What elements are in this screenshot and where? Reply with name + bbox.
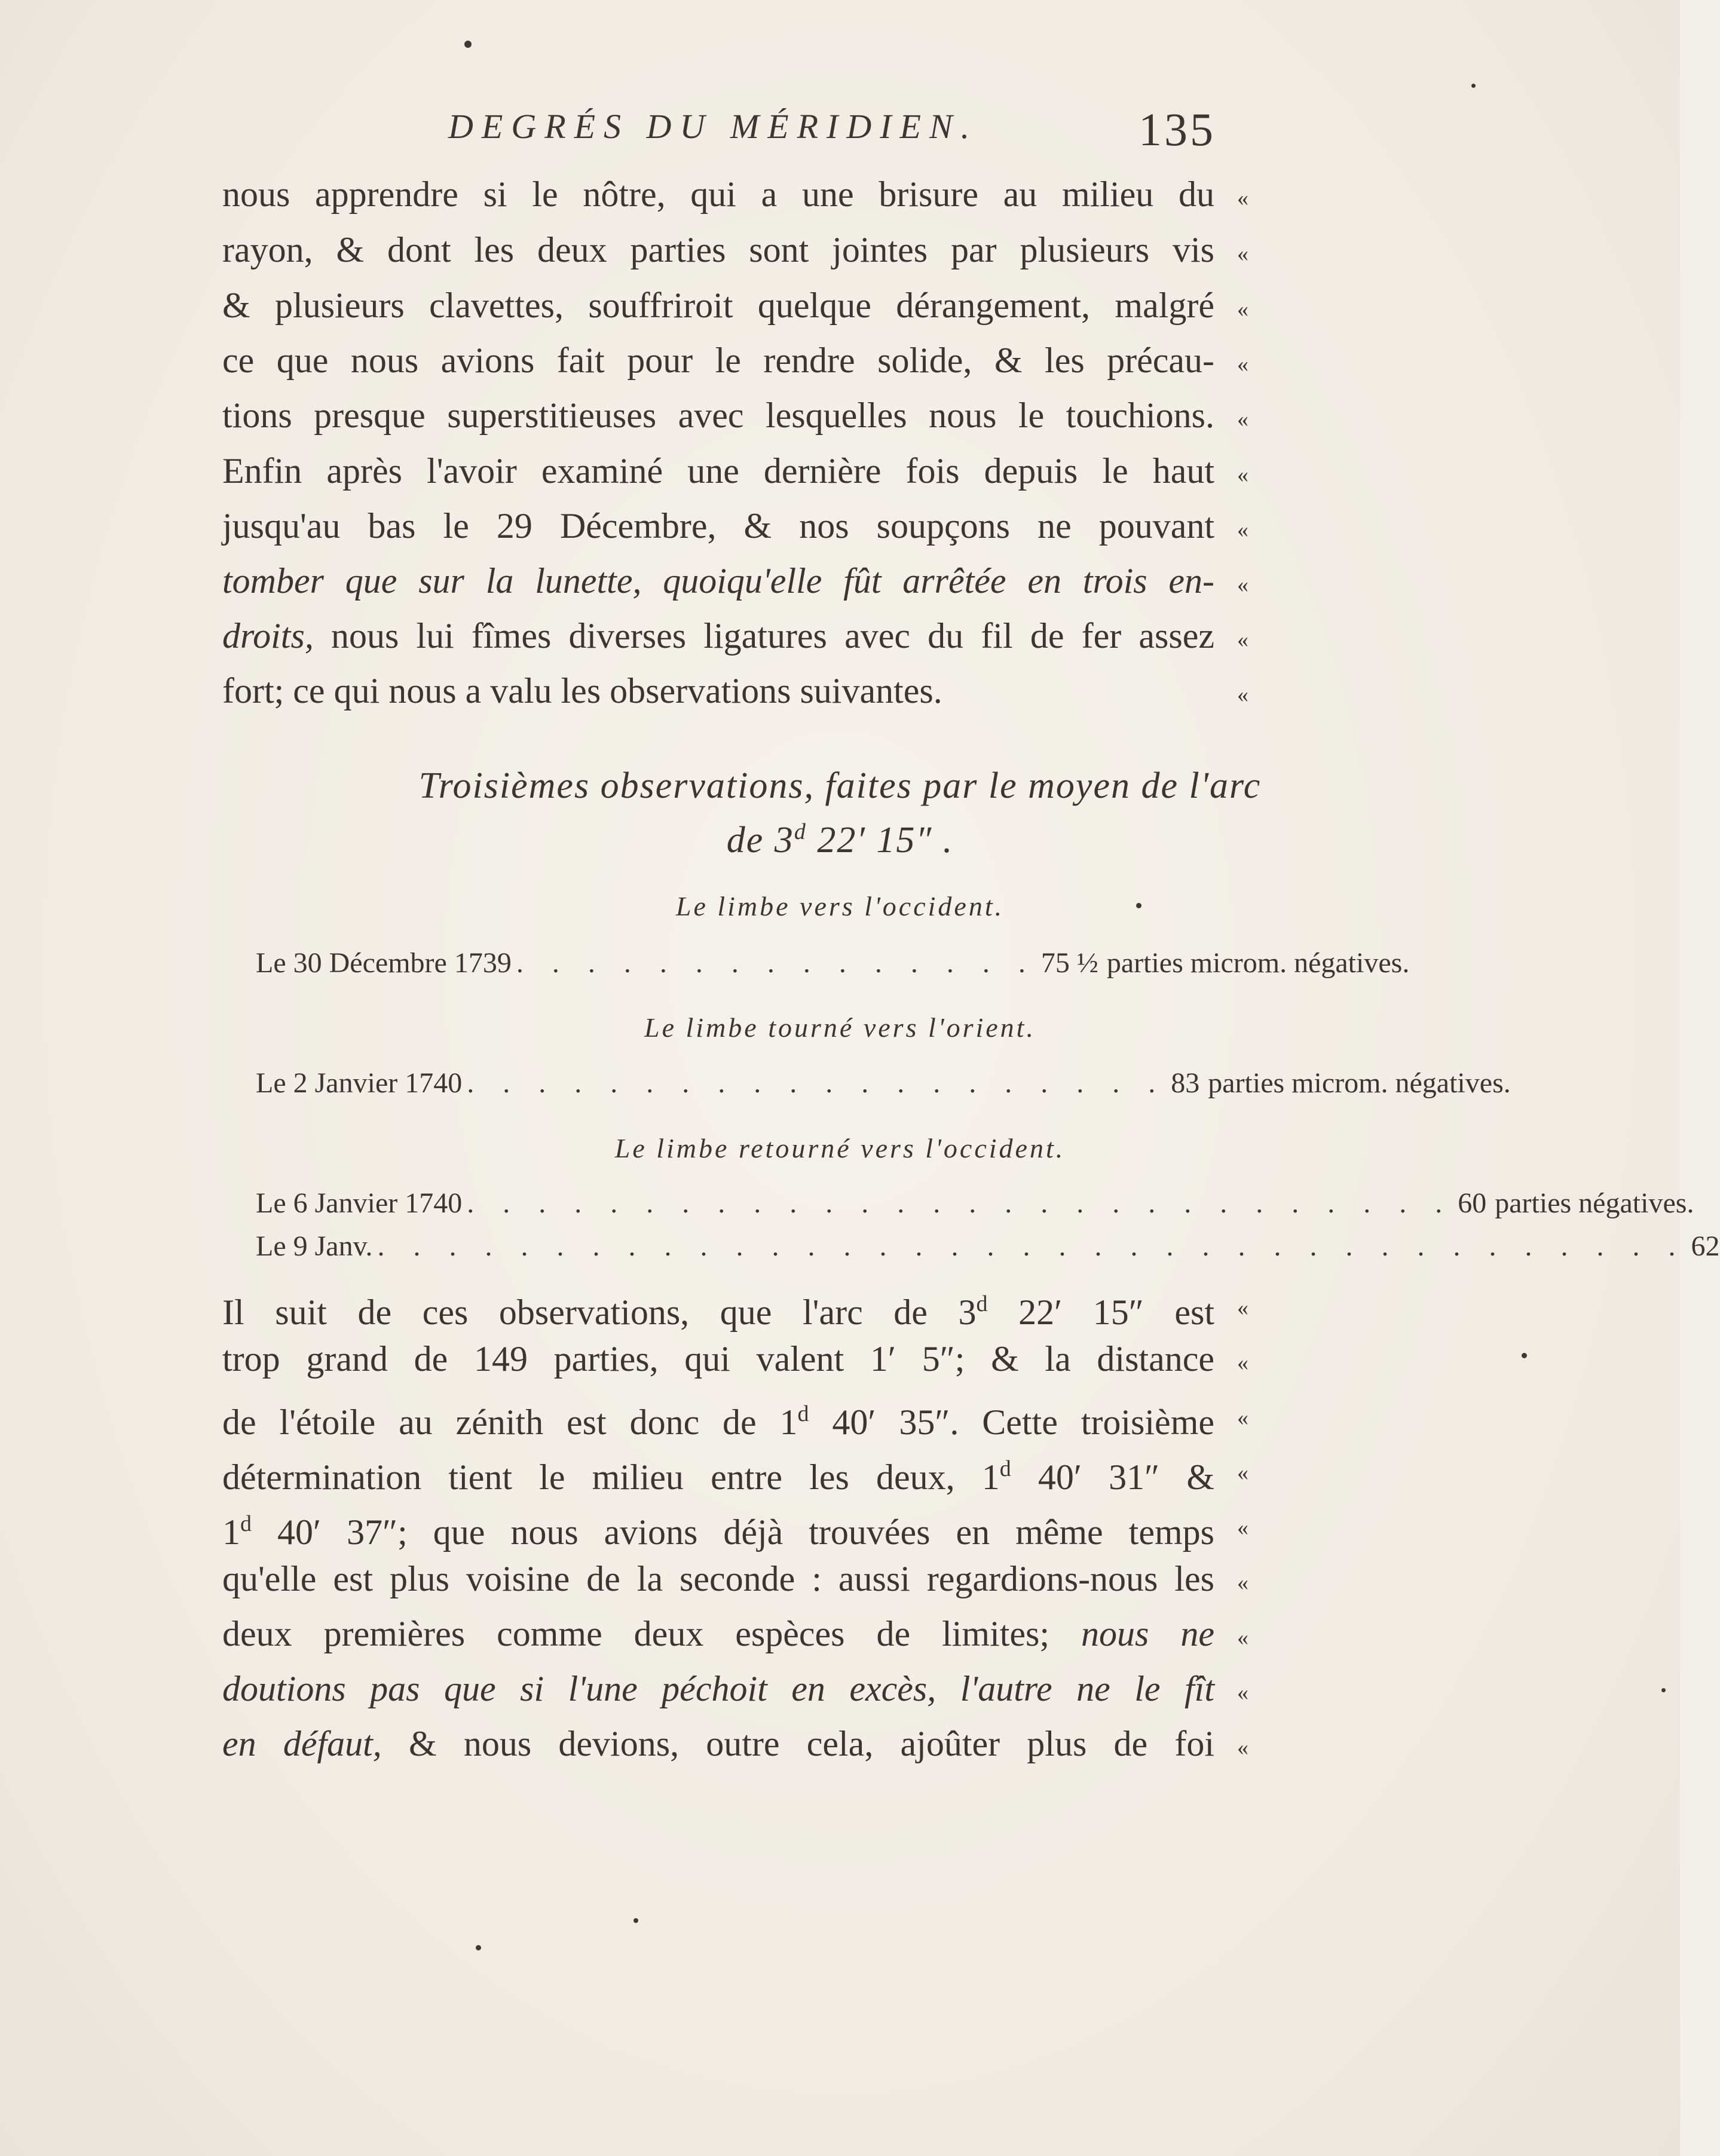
guillemet: « (1237, 1570, 1248, 1595)
text-line: rayon, & dont les deux parties sont jointes par plusieurs vis (222, 230, 1214, 270)
observation-heading: Le limbe vers l'occident. (675, 891, 1005, 921)
leader-dots: . . . . . . . . . . . . . . . . . . . . (467, 1067, 1167, 1099)
guillemet: « (1237, 1350, 1248, 1376)
text-line: fort; ce qui nous a valu les observations suivantes. (222, 671, 942, 710)
paper-speck (1471, 84, 1476, 88)
paper-speck (476, 1945, 481, 1950)
leader-dots: . . . . . . . . . . . . . . . . . . . . . . . . . . . . (467, 1187, 1453, 1219)
guillemet: « (1237, 1405, 1248, 1431)
guillemet: « (1237, 1735, 1248, 1760)
observation-unit: parties microm. négatives. (1208, 1067, 1511, 1099)
guillemet: « (1237, 682, 1248, 708)
text-line: trop grand de 149 parties, qui valent 1′ 5″; & la distance (222, 1339, 1214, 1379)
roman-run: 40′ 35″. Cette troisième (809, 1402, 1214, 1442)
observation-unit: parties microm. négatives. (1106, 947, 1410, 979)
observation-date: Le 6 Janvier 1740 (256, 1187, 463, 1219)
degree-sup: d (797, 1401, 809, 1426)
degree-sup: d (976, 1291, 988, 1316)
roman-run: 22′ 15″ est (987, 1293, 1214, 1332)
section-title-arc (0, 819, 1680, 862)
roman-run: de l'étoile au zénith est donc de 1 (222, 1402, 798, 1442)
observation-value: 62 (1691, 1230, 1720, 1262)
text-line (222, 1500, 1214, 1552)
leader-dots: . . . . . . . . . . . . . . . . . . . . . . . . . . . . . . . . . . . . . (377, 1230, 1687, 1262)
roman-run: 40′ 37″; que nous avions déjà trouvées en même temps (252, 1512, 1214, 1552)
guillemet: « (1237, 297, 1248, 322)
text-line: & plusieurs clavettes, souffriroit quelque dérangement, malgré (222, 286, 1214, 325)
guillemet: « (1237, 463, 1248, 488)
text-line: jusqu'au bas le 29 Décembre, & nos soupçons ne pouvant (222, 506, 1214, 546)
roman-run: détermination tient le milieu entre les deux, 1 (222, 1457, 1000, 1497)
guillemet: « (1237, 1680, 1248, 1705)
guillemet: « (1237, 407, 1248, 432)
roman-run: nous lui fîmes diverses ligatures avec du fil de fer assez (313, 616, 1214, 656)
text-line: tions presque superstitieuses avec lesquelles nous le touchions. (222, 396, 1214, 435)
guillemet: « (1237, 627, 1248, 653)
roman-run: Il suit de ces observations, que l'arc de 3 (222, 1293, 977, 1332)
guillemet: « (1237, 241, 1248, 267)
guillemet: « (1237, 572, 1248, 598)
paper-speck (633, 1918, 638, 1923)
observation-unit: parties négatives. (1495, 1187, 1694, 1219)
page-number: 135 (1138, 103, 1216, 155)
text-line: nous apprendre si le nôtre, qui a une brisure au milieu du (222, 174, 1214, 214)
page-header (0, 103, 1680, 155)
paper-speck (1661, 1688, 1666, 1692)
roman-run: 40′ 31″ & (1011, 1457, 1214, 1497)
running-title: DEGRÉS DU MÉRIDIEN. (448, 107, 978, 146)
italic-run: nous ne (1049, 1614, 1214, 1653)
text-line: qu'elle est plus voisine de la seconde : aussi regardions-nous les (222, 1559, 1214, 1598)
roman-run: & nous devions, outre cela, ajoûter plus de foi (381, 1724, 1214, 1763)
observation-date: Le 9 Janv. (256, 1230, 373, 1262)
text-line (222, 1390, 1214, 1442)
degree-sup: d (999, 1456, 1011, 1481)
guillemet: « (1237, 1460, 1248, 1486)
roman-run: deux premières comme deux espèces de limites; (222, 1614, 1050, 1653)
observation-row (256, 944, 1410, 982)
roman-run: 1 (222, 1512, 240, 1552)
guillemet: « (1237, 1296, 1248, 1321)
observation-row (256, 1184, 1694, 1223)
observation-row (256, 1064, 1511, 1102)
text-line: ce que nous avions fait pour le rendre solide, & les précau- (222, 341, 1214, 380)
observation-value: 60 (1458, 1187, 1487, 1219)
observation-date: Le 30 Décembre 1739 (256, 947, 512, 979)
observation-heading: Le limbe retourné vers l'occident. (614, 1133, 1066, 1163)
observation-heading: Le limbe tourné vers l'orient. (644, 1012, 1036, 1043)
guillemet: « (1237, 517, 1248, 543)
guillemet: « (1237, 1625, 1248, 1650)
arc-prefix: de 3 (726, 820, 794, 860)
observation-value: 83 (1171, 1067, 1200, 1099)
section-title: Troisièmes observations, faites par le moyen de l'arc (418, 765, 1262, 806)
degree-sup: d (240, 1511, 252, 1536)
guillemet: « (1237, 352, 1248, 377)
arc-suffix: 22′ 15″ . (806, 820, 954, 860)
observation-value: 75 ½ (1040, 947, 1098, 979)
text-line (222, 1720, 1214, 1768)
text-line-italic: doutions pas que si l'une péchoit en excès, l'autre ne le fît (222, 1669, 1214, 1708)
text-line: Enfin après l'avoir examiné une dernière fois depuis le haut (222, 451, 1214, 491)
leader-dots: . . . . . . . . . . . . . . . (516, 947, 1036, 979)
text-line (222, 1445, 1214, 1497)
text-line-italic: tomber que sur la lunette, quoiqu'elle fût arrêtée en trois en- (222, 561, 1214, 601)
text-line (222, 1280, 1214, 1332)
paper-speck (464, 41, 472, 48)
paper-speck (1522, 1353, 1527, 1358)
italic-run: en défaut, (222, 1724, 382, 1763)
observation-date: Le 2 Janvier 1740 (256, 1067, 463, 1099)
guillemet: « (1237, 186, 1248, 211)
italic-run: droits, (222, 616, 314, 656)
guillemet: « (1237, 1515, 1248, 1541)
observation-row (256, 1227, 1720, 1266)
text-line (222, 1610, 1214, 1658)
text-line (222, 612, 1214, 660)
arc-degree-sup: d (794, 819, 807, 844)
